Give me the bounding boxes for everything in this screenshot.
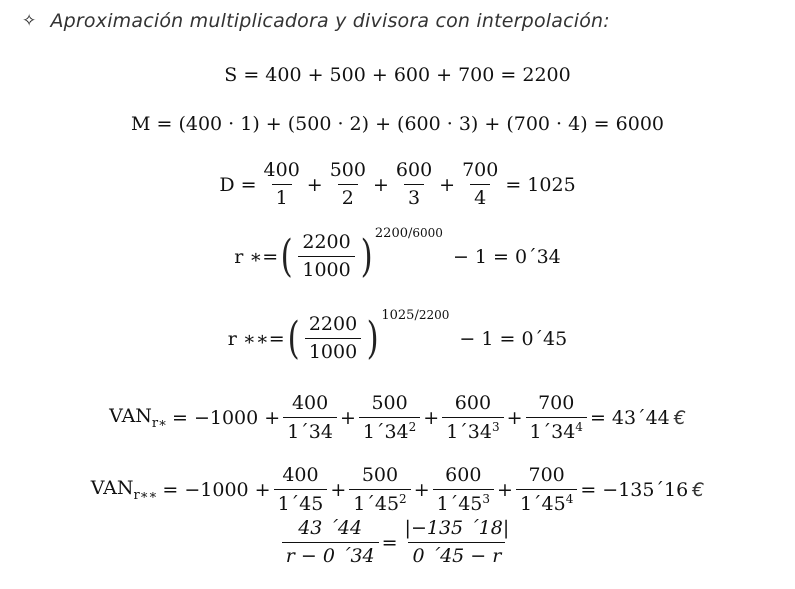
fraction-numerator: 400 xyxy=(282,464,319,486)
fraction-numerator: 600 xyxy=(395,159,433,181)
van-subscript: r∗ xyxy=(151,416,167,432)
formula-r2-rhs: − 1 = 0´45 xyxy=(459,327,568,350)
fraction xyxy=(401,518,514,568)
right-paren: ) xyxy=(360,230,373,282)
fraction-denominator xyxy=(526,417,587,444)
exponent-numerator: 1025 xyxy=(381,308,415,323)
fraction-numerator: 500 xyxy=(361,464,399,486)
den-base: 1´45 xyxy=(519,492,566,515)
fraction-denominator xyxy=(442,417,503,444)
fraction-denominator: 1000 xyxy=(298,256,354,282)
van1-label xyxy=(109,405,167,431)
fraction-denominator xyxy=(283,417,337,444)
fraction xyxy=(433,465,494,516)
den-power: 2 xyxy=(399,491,407,506)
exponent: 2200/6000 xyxy=(374,226,443,241)
right-paren: ) xyxy=(366,312,379,364)
fraction-denominator xyxy=(349,489,410,516)
fraction-numerator: 400 xyxy=(291,392,329,414)
fraction xyxy=(458,160,502,210)
formula-r2-lhs: r ∗∗= xyxy=(227,327,285,350)
fraction-denominator xyxy=(433,489,494,516)
den-base: 1´34 xyxy=(446,420,492,443)
plus-sign: + xyxy=(339,407,356,430)
den-base: 1´34 xyxy=(362,420,409,443)
fraction-numerator: 600 xyxy=(445,464,482,486)
plus-sign: + xyxy=(330,479,347,502)
plus-sign: + xyxy=(413,479,430,502)
formula-r2 xyxy=(0,308,795,364)
fraction-numerator: 500 xyxy=(371,392,408,414)
fraction-denominator: 1 xyxy=(272,184,292,210)
exponent: 1025/2200 xyxy=(381,308,450,323)
den-power: 2 xyxy=(408,419,417,434)
fraction-denominator xyxy=(516,489,577,516)
equals-sign: = xyxy=(381,531,398,554)
fraction xyxy=(526,393,587,444)
den-base: 1´34 xyxy=(287,420,333,443)
euro-symbol: € xyxy=(692,479,705,502)
van1-lead: = −1000 + xyxy=(171,407,281,430)
formula-s xyxy=(0,64,795,86)
formula-m xyxy=(0,113,795,135)
fraction-denominator: 2 xyxy=(338,184,358,210)
formula-van1 xyxy=(0,393,795,444)
formula-r1-rhs: − 1 = 0´34 xyxy=(452,245,561,268)
fraction xyxy=(260,160,304,210)
plus-sign: + xyxy=(497,479,513,502)
plus-sign: + xyxy=(439,173,456,196)
plus-sign: + xyxy=(506,407,523,430)
van2-rhs: = −135´16 xyxy=(580,479,689,502)
fraction xyxy=(283,393,337,444)
fraction xyxy=(326,160,370,210)
exponent-denominator: 6000 xyxy=(412,226,443,240)
fraction xyxy=(282,518,379,568)
fraction-numerator: 400 xyxy=(263,159,300,181)
van-subscript: r∗∗ xyxy=(133,488,158,504)
formula-d-lhs: D = xyxy=(219,173,257,196)
fraction-denominator: 3 xyxy=(404,184,424,210)
fraction-numerator: 700 xyxy=(538,392,575,414)
formula-d-rhs: = 1025 xyxy=(505,173,576,196)
fraction-denominator: 1000 xyxy=(305,338,361,364)
van2-lead: = −1000 + xyxy=(162,479,271,502)
den-power: 4 xyxy=(575,419,583,434)
fraction xyxy=(349,465,410,516)
fraction xyxy=(274,465,328,516)
plus-sign: + xyxy=(306,173,323,196)
den-power: 4 xyxy=(565,491,574,506)
fraction-denominator xyxy=(274,489,328,516)
den-base: 1´45 xyxy=(277,492,324,515)
formula-s-text: S = 400 + 500 + 600 + 700 = 2200 xyxy=(224,64,571,86)
exponent-denominator: 2200 xyxy=(418,308,450,322)
fraction-numerator: 600 xyxy=(454,392,492,414)
fraction-numerator: 2200 xyxy=(308,313,358,335)
fraction-numerator: 500 xyxy=(329,159,366,181)
fraction xyxy=(442,393,503,444)
formula-d xyxy=(0,160,795,210)
plus-sign: + xyxy=(423,407,440,430)
den-power: 3 xyxy=(482,491,491,506)
fraction xyxy=(298,232,354,282)
fraction-numerator: 700 xyxy=(462,159,499,181)
formula-van2 xyxy=(0,465,795,516)
formula-r1 xyxy=(0,226,795,282)
formula-m-text: M = (400 · 1) + (500 · 2) + (600 · 3) + (700 · 4) = 6000 xyxy=(131,113,664,135)
plus-sign: + xyxy=(372,173,389,196)
fraction xyxy=(359,393,420,444)
fraction xyxy=(392,160,436,210)
fraction-denominator: 4 xyxy=(470,184,490,210)
fraction-numerator: 700 xyxy=(528,464,565,486)
den-power: 3 xyxy=(491,419,500,434)
fraction-denominator: 0 ´45 − r xyxy=(408,542,505,568)
fraction-numerator: 2200 xyxy=(302,231,351,253)
left-paren: ( xyxy=(287,312,300,364)
van-symbol: VAN xyxy=(90,477,134,500)
bullet-star-icon: ✧ xyxy=(22,11,37,31)
fraction xyxy=(305,314,361,364)
fraction-numerator: 43 ´44 xyxy=(298,517,363,539)
formula-r1-lhs: r ∗= xyxy=(234,245,279,268)
van2-label xyxy=(91,477,158,503)
van-symbol: VAN xyxy=(109,405,152,428)
euro-symbol: € xyxy=(673,407,686,430)
fraction-denominator xyxy=(359,417,420,444)
den-base: 1´45 xyxy=(436,492,483,515)
exponent-numerator: 2200 xyxy=(374,226,408,241)
heading-title: Aproximación multiplicadora y divisora con interpolación: xyxy=(50,10,610,32)
van1-rhs: = 43´44 xyxy=(589,407,670,430)
den-base: 1´34 xyxy=(529,420,576,443)
section-heading xyxy=(22,10,610,32)
formula-interpolation xyxy=(0,518,795,568)
den-base: 1´45 xyxy=(353,492,400,515)
fraction-denominator: r − 0 ´34 xyxy=(282,542,379,568)
left-paren: ( xyxy=(280,230,293,282)
fraction xyxy=(516,465,577,516)
fraction-numerator: |−135 ´18| xyxy=(404,517,510,539)
